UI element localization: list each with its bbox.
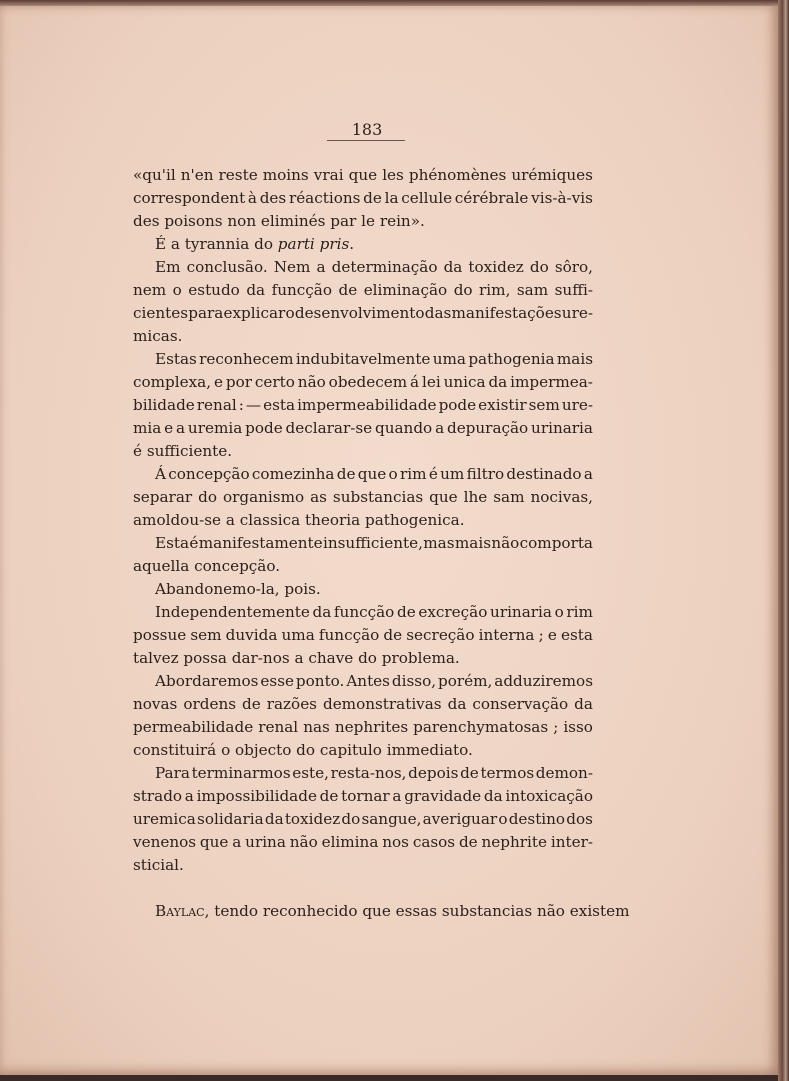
text-line: mia e a uremia pode declarar-se quando a depuração urinaria <box>133 419 593 437</box>
text-line: Abordaremos esse ponto. Antes disso, porém, adduziremos <box>155 672 593 690</box>
final-line <box>133 900 630 923</box>
text-line: sticial. <box>133 856 184 874</box>
text-line: aquella concepção. <box>133 557 281 575</box>
page-number-rule <box>327 140 405 141</box>
author-name: Baylac <box>155 902 205 920</box>
paragraph-quote <box>133 164 593 233</box>
paragraph-independentemente <box>133 601 593 670</box>
paragraph-abandonemo <box>133 578 593 601</box>
text-line: possue sem duvida uma funcção de secreção interna ; e esta <box>133 626 593 644</box>
page-number: 183 <box>351 120 383 139</box>
text-line: uremica solidaria da toxidez do sangue, averiguar o destino dos <box>133 810 593 828</box>
book-page <box>0 6 778 1075</box>
paragraph-abordaremos <box>133 670 593 762</box>
text-line: complexa, e por certo não obedecem á lei unica da impermea- <box>133 373 593 391</box>
paragraph-insufficiente <box>133 532 593 578</box>
paragraph-concepcao <box>133 463 593 532</box>
paragraph-terminarmos <box>133 762 593 877</box>
text-line: constituirá o objecto do capitulo immediato. <box>133 741 473 759</box>
text-line: micas. <box>133 327 183 345</box>
paragraph-gap <box>133 877 593 900</box>
text-line: Esta é manifestamente insufficiente, mas mais não comporta <box>155 534 593 552</box>
text-line: strado a impossibilidade de tornar a gravidade da intoxicação <box>133 787 593 805</box>
text-line: permeabilidade renal nas nephrites parenchymatosas ; isso <box>133 718 593 736</box>
text-line: Á concepção comezinha de que o rim é um filtro destinado a <box>155 465 593 483</box>
text-line: Estas reconhecem indubitavelmente uma pathogenia mais <box>155 350 593 368</box>
text-line: des poisons non eliminés par le rein». <box>133 212 425 230</box>
text-line: É a tyrannia do parti pris . <box>155 235 355 253</box>
page-body-text <box>133 164 630 923</box>
text-line: Em conclusão. Nem a determinação da toxidez do sôro, <box>155 258 593 276</box>
text-line: cientes para explicar o desenvolvimento das manifestações ure- <box>133 304 593 322</box>
text-line: é sufficiente. <box>133 442 233 460</box>
text-line: «qu'il n'en reste moins vrai que les phénomènes urémiques <box>133 166 593 184</box>
text-line: separar do organismo as substancias que lhe sam nocivas, <box>133 488 593 506</box>
final-line-text: , tendo reconhecido que essas substancias não existem <box>204 902 630 920</box>
text-line: bilidade renal : — esta impermeabilidade pode existir sem ure- <box>133 396 593 414</box>
text-line: Abandonemo-la, pois. <box>155 580 321 598</box>
text-line: Independentemente da funcção de excreção urinaria o rim <box>155 603 593 621</box>
text-line: correspondent à des réactions de la cellule cérébrale vis-à-vis <box>133 189 593 207</box>
paragraph-pathogenia <box>133 348 593 463</box>
paragraph-conclusao <box>133 256 593 348</box>
paragraph-tyrannia <box>133 233 593 256</box>
text-line: talvez possa dar-nos a chave do problema. <box>133 649 460 667</box>
text-line: venenos que a urina não elimina nos casos de nephrite inter- <box>133 833 593 851</box>
text-line: nem o estudo da funcção de eliminação do rim, sam suffi- <box>133 281 593 299</box>
text-line: novas ordens de razões demonstrativas da conservação da <box>133 695 593 713</box>
text-line: amoldou-se a classica theoria pathogenica. <box>133 511 465 529</box>
text-line: Para terminarmos este, resta-nos, depois de termos demon- <box>155 764 593 782</box>
page-right-edge <box>778 0 789 1081</box>
